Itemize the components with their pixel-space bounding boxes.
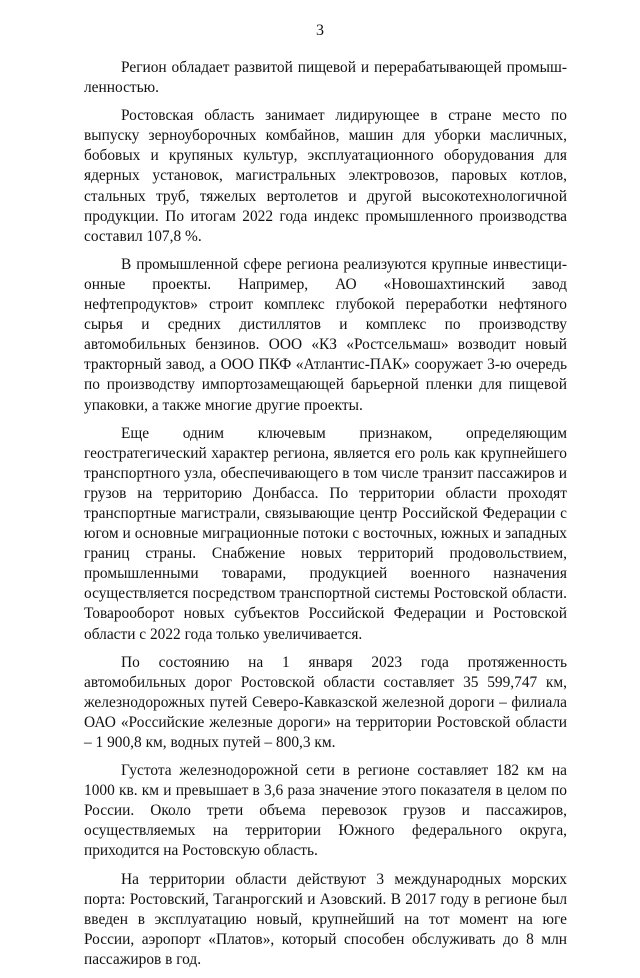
document-body — [84, 58, 567, 978]
paragraph-road-length: По состоянию на 1 января 2023 года протяженность автомобильных дорог Ростовской области составляет 35 599,747 км, железнодорожных путей Северо-Кавказской железной дороги – филиала ОАО «Российские железные дороги» на территории Ростовской области – 1 900,8 км, водных путей – 800,3 км. — [84, 653, 567, 751]
paragraph-transport-hub: Еще одним ключевым признаком, определяющим геостратегический характер региона, является его роль как крупнейшего транспортного узла, обеспечивающего в том числе транзит пассажиров и грузов на территорию Донбасса. По территории области проходят транспортные магистрали, связывающие центр Российской Федерации с югом и основные миграционные потоки с восточных, южных и западных границ страны. Снабжение новых территорий продовольствием, промышленными товарами, продукцией военного назначения осуществляется посредством транспортной системы Ростовской области. Товарооборот новых субъектов Российской Федерации и Ростовской области с 2022 года только увеличивается. — [84, 424, 567, 643]
paragraph-manufacturing: Ростовская область занимает лидирующее в стране место по выпуску зерноуборочных комбайнов, машин для уборки масличных, бобовых и крупяных культур, эксплуатационного оборудования для ядерных установок, магистральных электровозов, паровых котлов, стальных труб, тяжелых вертолетов и другой высокотехнологичной продукции. По итогам 2022 года индекс промышленного производства составил 107,8 %. — [84, 107, 567, 245]
paragraph-food-industry: Регион обладает развитой пищевой и перерабатывающей промышленностью. — [84, 59, 567, 97]
paragraph-ports-airport: На территории области действуют 3 международных морских порта: Ростовский, Таганрогский и Азовский. В 2017 году в регионе был введен в эксплуатацию новый, крупнейший на тот момент на юге России, аэропорт «Платов», который способен обслуживать до 8 млн пассажиров в год. — [84, 870, 567, 968]
page-number: 3 — [316, 22, 324, 39]
paragraph-investment-projects: В промышленной сфере региона реализуются крупные инвестиционные проекты. Например, АО «Новошахтинский завод нефтепродуктов» строит комплекс глубокой переработки нефтяного сырья и средних дистиллятов и комплекс по производству автомобильных бензинов. ООО «КЗ «Ростсельмаш» возводит новый тракторный завод, а ООО ПКФ «Атлантис-ПАК» сооружает 3-ю очередь по производству импортозамещающей барьерной пленки для пищевой упаковки, а также многие другие проекты. — [84, 255, 567, 414]
paragraph-railway-density: Густота железнодорожной сети в регионе составляет 182 км на 1000 кв. км и превышает в 3,6 раза значение этого показателя в целом по России. Около трети объема перевозок грузов и пассажиров, осуществляемых на территории Южного федерального округа, приходится на Ростовскую область. — [84, 762, 567, 860]
